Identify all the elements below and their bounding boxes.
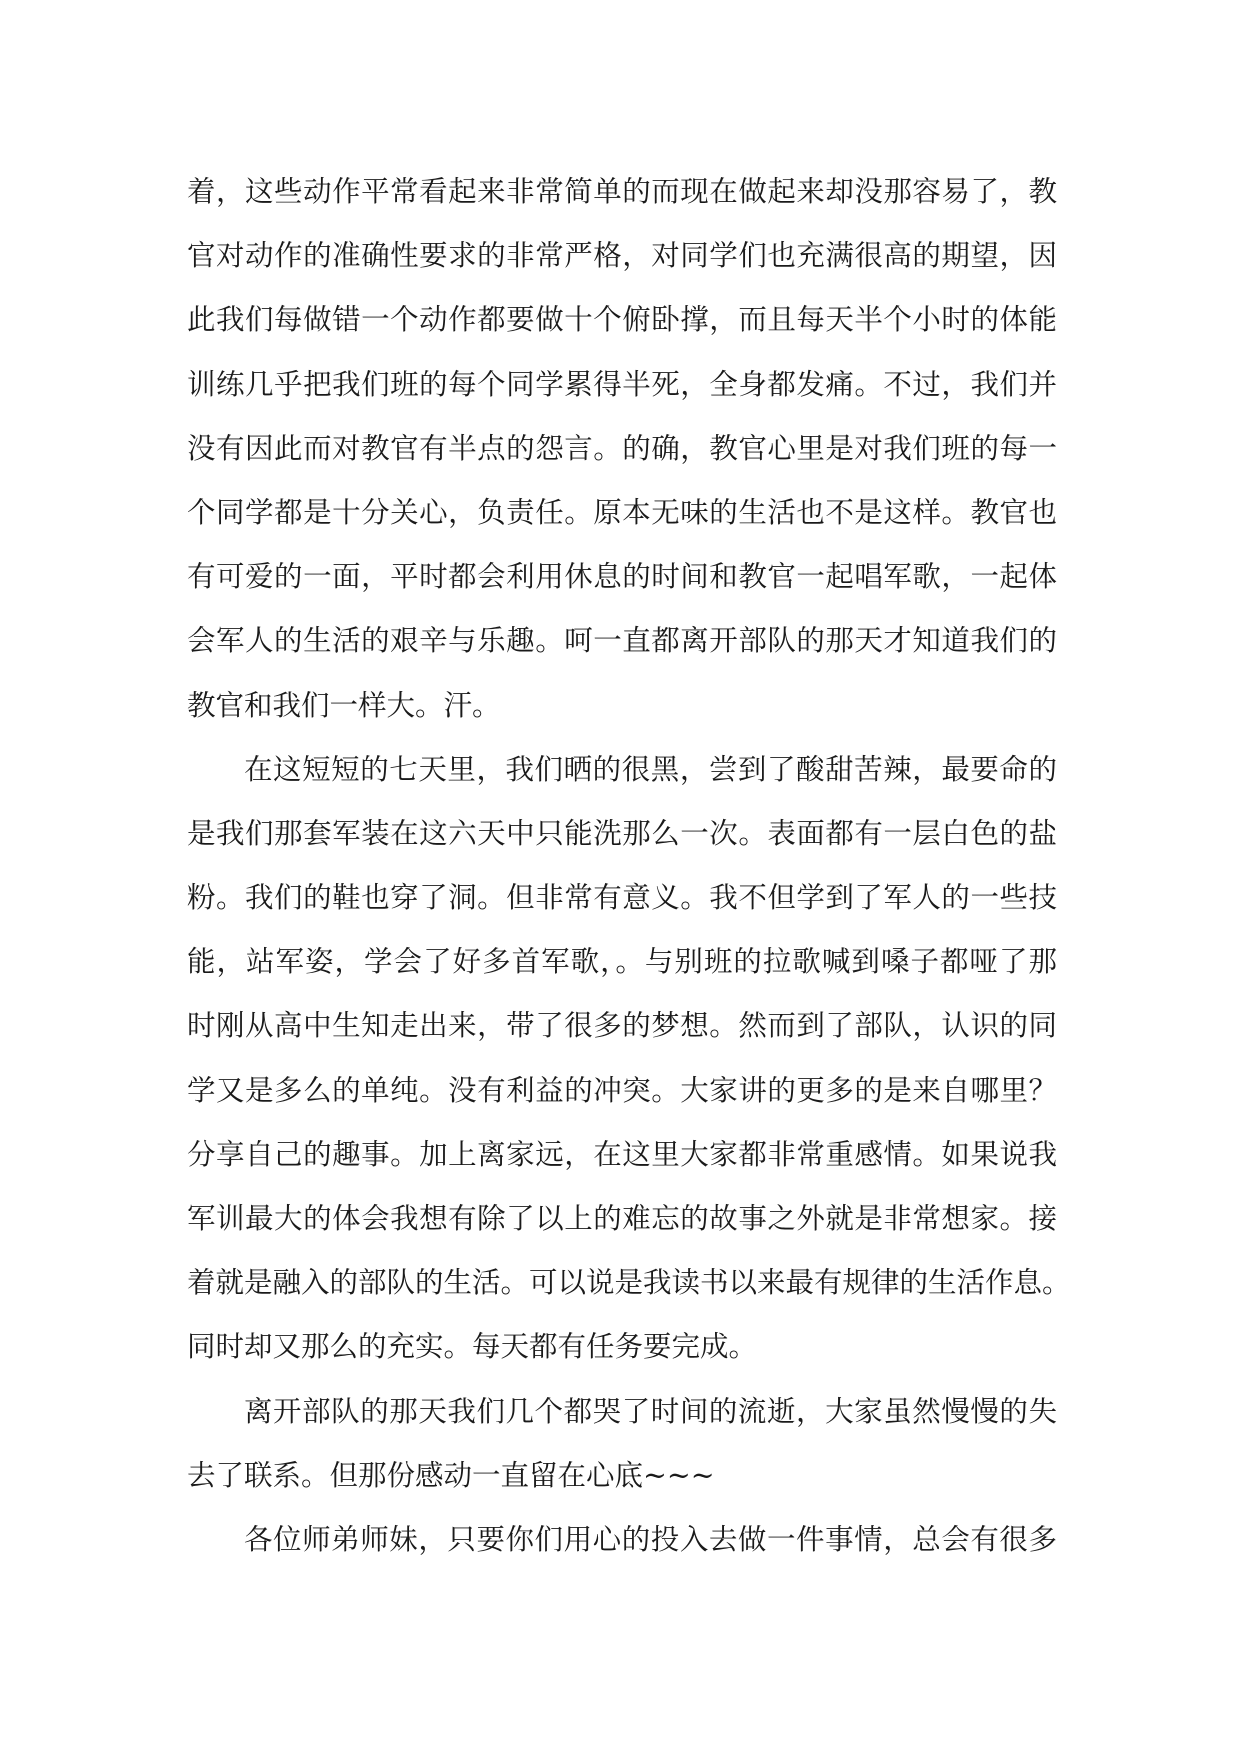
- text-line: 个同学都是十分关心，负责任。原本无味的生活也不是这样。教官也: [187, 495, 1057, 529]
- text-line: 没有因此而对教官有半点的怨言。的确，教官心里是对我们班的每一: [187, 431, 1057, 465]
- text-line: 此我们每做错一个动作都要做十个俯卧撑，而且每天半个小时的体能: [187, 303, 1057, 337]
- text-line: 是我们那套军装在这六天中只能洗那么一次。表面都有一层白色的盐: [187, 816, 1057, 850]
- text-line: 时刚从高中生知走出来，带了很多的梦想。然而到了部队，认识的同: [187, 1009, 1057, 1043]
- text-line: 教官和我们一样大。汗。: [187, 688, 501, 722]
- text-line: 粉。我们的鞋也穿了洞。但非常有意义。我不但学到了军人的一些技: [187, 881, 1057, 915]
- text-line: 着就是融入的部队的生活。可以说是我读书以来最有规律的生活作息。: [187, 1266, 1071, 1300]
- text-line: 能，站军姿，学会了好多首军歌，。与别班的拉歌喊到嗓子都哑了那: [187, 945, 1057, 979]
- text-line: 分享自己的趣事。加上离家远，在这里大家都非常重感情。如果说我: [187, 1137, 1057, 1171]
- text-line: 各位师弟师妹，只要你们用心的投入去做一件事情，总会有很多: [244, 1522, 1057, 1556]
- text-line: 会军人的生活的艰辛与乐趣。呵一直都离开部队的那天才知道我们的: [187, 624, 1057, 658]
- text-line: 同时却又那么的充实。每天都有任务要完成。: [187, 1330, 758, 1364]
- text-line: 官对动作的准确性要求的非常严格，对同学们也充满很高的期望，因: [187, 239, 1057, 273]
- text-line: 军训最大的体会我想有除了以上的难忘的故事之外就是非常想家。接: [187, 1202, 1057, 1235]
- text-line: 离开部队的那天我们几个都哭了时间的流逝，大家虽然慢慢的失: [244, 1394, 1057, 1428]
- text-line: 有可爱的一面，平时都会利用休息的时间和教官一起唱军歌，一起体: [187, 560, 1057, 594]
- document-body: [187, 160, 1071, 1572]
- text-line: 学又是多么的单纯。没有利益的冲突。大家讲的更多的是来自哪里？: [187, 1073, 1057, 1107]
- text-line: 在这短短的七天里，我们晒的很黑，尝到了酸甜苦辣，最要命的: [244, 752, 1057, 786]
- text-line: 着，这些动作平常看起来非常简单的而现在做起来却没那容易了，教: [187, 175, 1057, 208]
- text-line: 训练几乎把我们班的每个同学累得半死，全身都发痛。不过，我们并: [187, 367, 1057, 401]
- text-line: 去了联系。但那份感动一直留在心底~~~: [187, 1458, 715, 1492]
